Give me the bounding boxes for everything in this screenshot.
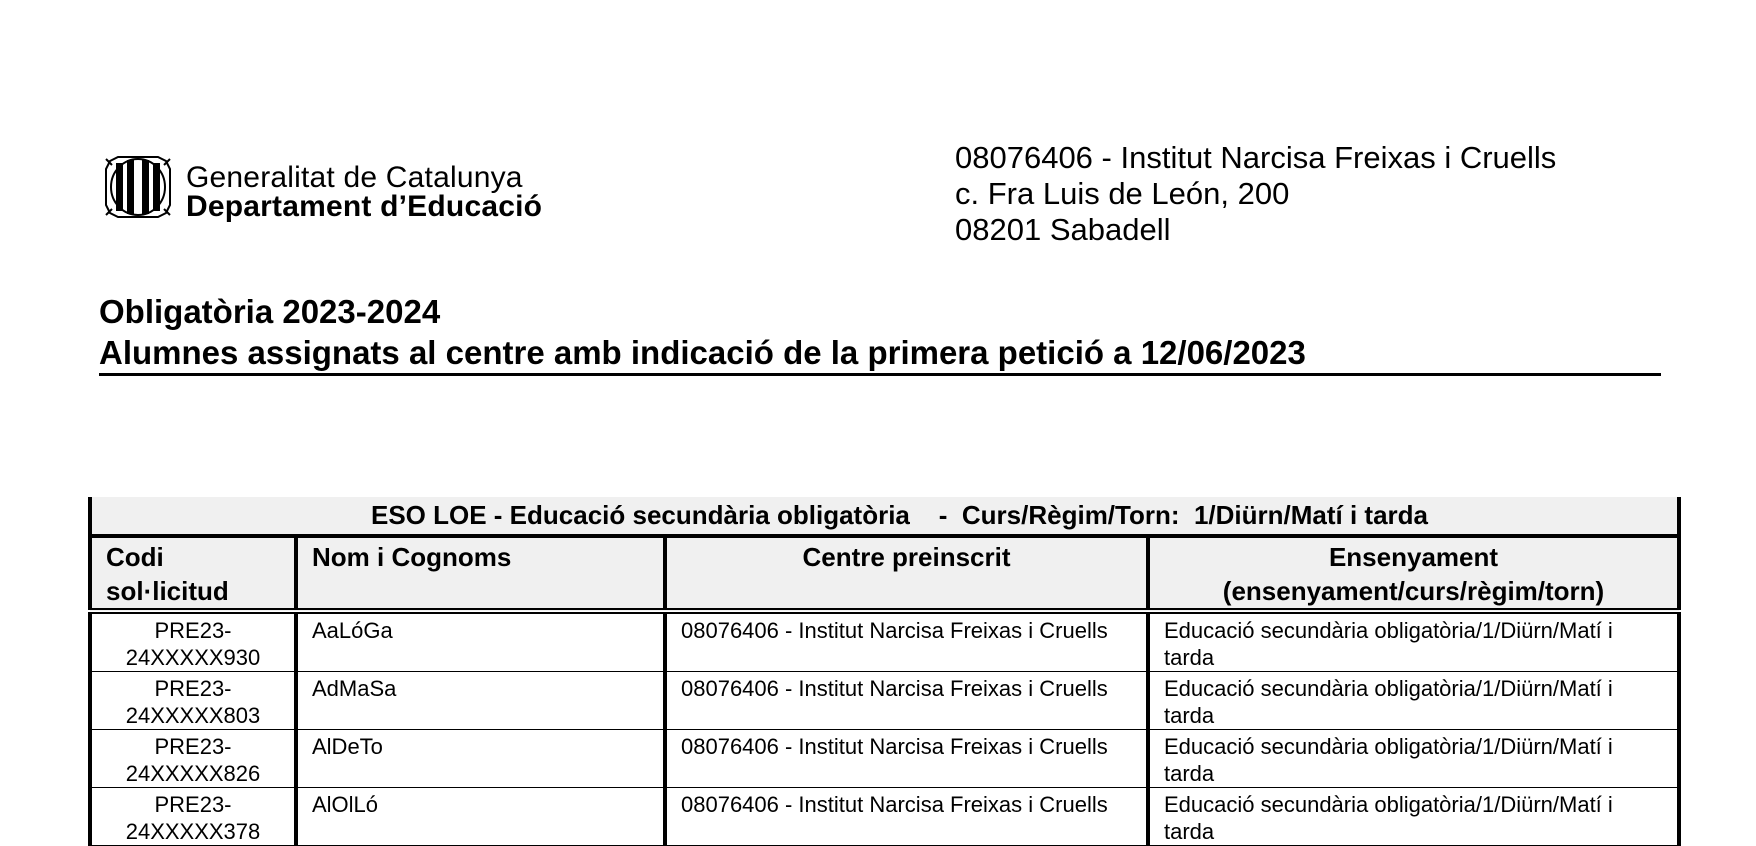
column-header-row [90, 536, 1679, 611]
request-code-line2: 24XXXXX378 [125, 819, 261, 844]
document-subtitle: Alumnes assignats al centre amb indicació de la primera petició a 12/06/2023 [99, 334, 1306, 371]
centre-cell: 08076406 - Institut Narcisa Freixas i Cruells [665, 788, 1148, 846]
request-code-cell [90, 672, 296, 730]
request-code-cell [90, 788, 296, 846]
catalan-seal-icon [104, 155, 172, 219]
generalitat-logo [104, 155, 624, 221]
column-header-code-line1: Codi [106, 542, 164, 572]
column-header-centre: Centre preinscrit [665, 536, 1148, 611]
teaching-cell: Educació secundària obligatòria/1/Diürn/Matí i tarda [1148, 672, 1679, 730]
column-header-teaching-line2: (ensenyament/curs/règim/torn) [1222, 576, 1605, 606]
teaching-cell: Educació secundària obligatòria/1/Diürn/Matí i tarda [1148, 611, 1679, 672]
document-title: Obligatòria 2023-2024 [99, 293, 441, 330]
address-line-street: c. Fra Luis de León, 200 [955, 176, 1290, 211]
request-code-line1: PRE23- [154, 676, 232, 701]
teaching-cell: Educació secundària obligatòria/1/Diürn/Matí i tarda [1148, 730, 1679, 788]
centre-cell: 08076406 - Institut Narcisa Freixas i Cruells [665, 672, 1148, 730]
student-name-cell: AdMaSa [296, 672, 665, 730]
address-line-school: 08076406 - Institut Narcisa Freixas i Cruells [955, 140, 1557, 175]
student-name-cell: AaLóGa [296, 611, 665, 672]
logo-line-generalitat: Generalitat de Catalunya [186, 161, 523, 194]
request-code-cell [90, 611, 296, 672]
centre-cell: 08076406 - Institut Narcisa Freixas i Cruells [665, 730, 1148, 788]
students-table-container [88, 497, 1681, 844]
request-code-cell [90, 730, 296, 788]
column-header-name: Nom i Cognoms [296, 536, 665, 611]
centre-cell: 08076406 - Institut Narcisa Freixas i Cruells [665, 611, 1148, 672]
students-table [88, 497, 1681, 846]
table-row [90, 730, 1679, 788]
school-address [955, 140, 1556, 248]
request-code-line1: PRE23- [154, 792, 232, 817]
table-row [90, 672, 1679, 730]
request-code-line2: 24XXXXX930 [125, 645, 261, 670]
request-code-line1: PRE23- [154, 618, 232, 643]
request-code-line1: PRE23- [154, 734, 232, 759]
request-code-line2: 24XXXXX803 [125, 703, 261, 728]
column-header-teaching-line1: Ensenyament [1328, 542, 1499, 572]
column-header-teaching [1148, 536, 1679, 611]
teaching-cell: Educació secundària obligatòria/1/Diürn/Matí i tarda [1148, 788, 1679, 846]
table-row [90, 611, 1679, 672]
column-header-code-line2: sol·licitud [106, 576, 229, 606]
logo-line-departament: Departament d’Educació [186, 190, 543, 223]
column-header-code [90, 536, 296, 611]
section-header-row [90, 497, 1679, 536]
student-name-cell: AlOlLó [296, 788, 665, 846]
table-row [90, 788, 1679, 846]
document-titles [99, 291, 1661, 376]
address-line-city: 08201 Sabadell [955, 212, 1171, 247]
section-title: ESO LOE - Educació secundària obligatòria - Curs/Règim/Torn: 1/Diürn/Matí i tarda [90, 497, 1679, 536]
request-code-line2: 24XXXXX826 [125, 761, 261, 786]
student-name-cell: AlDeTo [296, 730, 665, 788]
